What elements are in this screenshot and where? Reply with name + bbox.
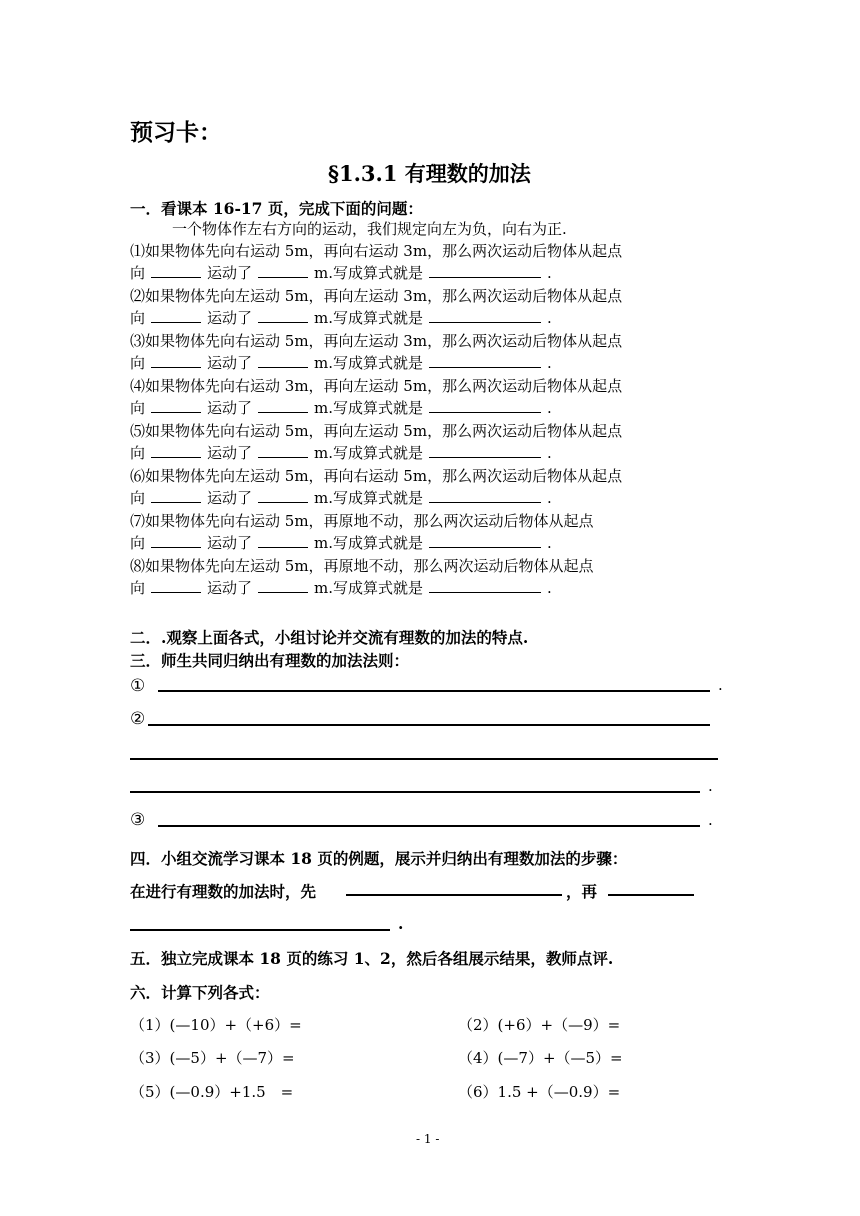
moved-label: 运动了	[207, 579, 253, 597]
line-end: .	[547, 444, 552, 462]
formula-blank[interactable]	[429, 533, 541, 548]
question-5-text: ⑸如果物体先向右运动 5m，再向左运动 5m，那么两次运动后物体从起点	[130, 422, 623, 440]
line-end: .	[547, 534, 552, 552]
direction-blank[interactable]	[151, 353, 201, 368]
formula-blank[interactable]	[429, 353, 541, 368]
question-3-text: ⑶如果物体先向右运动 5m，再向左运动 3m，那么两次运动后物体从起点	[130, 332, 623, 350]
section4-blank-2	[608, 894, 694, 896]
question-1-text: ⑴如果物体先向右运动 5m，再向右运动 3m，那么两次运动后物体从起点	[130, 242, 623, 260]
section2-label: 二．.观察上面各式，小组讨论并交流有理数的加法的特点.	[130, 628, 529, 647]
direction-blank[interactable]	[151, 308, 201, 323]
formula-blank[interactable]	[429, 308, 541, 323]
rule2-line	[148, 724, 710, 726]
section4-end: .	[398, 914, 404, 933]
rule2-line-end	[130, 791, 700, 793]
section3-label: 三．师生共同归纳出有理数的加法法则：	[130, 651, 410, 670]
direction-prefix: 向	[130, 489, 146, 507]
calc-1: （1）(—10）+（+6）=	[130, 1016, 302, 1034]
question-5-answer-line	[130, 442, 552, 463]
rule2-marker: ②	[130, 709, 146, 729]
distance-blank[interactable]	[258, 443, 308, 458]
question-3-answer-line	[130, 352, 552, 373]
calc-6: （6）1.5 +（—0.9）=	[458, 1083, 621, 1101]
page-heading: 预习卡：	[130, 119, 222, 146]
formula-label: m.写成算式就是	[314, 579, 424, 597]
rule3-end: .	[708, 811, 713, 829]
formula-blank[interactable]	[429, 578, 541, 593]
distance-blank[interactable]	[258, 353, 308, 368]
direction-prefix: 向	[130, 309, 146, 327]
formula-label: m.写成算式就是	[314, 309, 424, 327]
formula-blank[interactable]	[429, 263, 541, 278]
section1-intro: 一个物体作左右方向的运动，我们规定向左为负，向右为正.	[172, 220, 567, 238]
formula-label: m.写成算式就是	[314, 534, 424, 552]
question-6-answer-line	[130, 487, 552, 508]
direction-blank[interactable]	[151, 398, 201, 413]
line-end: .	[547, 264, 552, 282]
section4-text-1: 在进行有理数的加法时，先	[130, 882, 317, 901]
line-end: .	[547, 309, 552, 327]
direction-blank[interactable]	[151, 443, 201, 458]
section6-label: 六．计算下列各式：	[130, 983, 270, 1002]
calc-4: （4）(—7）+（—5）=	[458, 1049, 623, 1067]
distance-blank[interactable]	[258, 533, 308, 548]
formula-blank[interactable]	[429, 398, 541, 413]
direction-prefix: 向	[130, 264, 146, 282]
question-7-answer-line	[130, 532, 552, 553]
question-2-text: ⑵如果物体先向左运动 5m，再向左运动 3m，那么两次运动后物体从起点	[130, 287, 623, 305]
formula-blank[interactable]	[429, 488, 541, 503]
moved-label: 运动了	[207, 264, 253, 282]
rule2-line-cont	[130, 758, 718, 760]
formula-label: m.写成算式就是	[314, 489, 424, 507]
section1-label: 一．看课本 16-17 页，完成下面的问题：	[130, 199, 423, 218]
section4-blank-1	[346, 894, 562, 896]
calc-3: （3）(—5）+（—7）=	[130, 1049, 295, 1067]
rule2-end: .	[708, 777, 713, 795]
calc-2: （2）(+6）+（—9）=	[458, 1016, 621, 1034]
moved-label: 运动了	[207, 444, 253, 462]
formula-label: m.写成算式就是	[314, 444, 424, 462]
section4-text-2: ，再	[566, 882, 598, 901]
distance-blank[interactable]	[258, 578, 308, 593]
distance-blank[interactable]	[258, 398, 308, 413]
formula-label: m.写成算式就是	[314, 399, 424, 417]
question-8-text: ⑻如果物体先向左运动 5m，再原地不动，那么两次运动后物体从起点	[130, 557, 594, 575]
moved-label: 运动了	[207, 534, 253, 552]
formula-blank[interactable]	[429, 443, 541, 458]
question-2-answer-line	[130, 307, 552, 328]
rule3-line	[158, 825, 700, 827]
question-1-answer-line	[130, 262, 552, 283]
direction-blank[interactable]	[151, 533, 201, 548]
rule1-marker: ①	[130, 676, 146, 696]
line-end: .	[547, 354, 552, 372]
distance-blank[interactable]	[258, 488, 308, 503]
question-4-text: ⑷如果物体先向右运动 3m，再向左运动 5m，那么两次运动后物体从起点	[130, 377, 623, 395]
direction-blank[interactable]	[151, 578, 201, 593]
rule1-end: .	[718, 676, 723, 694]
direction-prefix: 向	[130, 579, 146, 597]
direction-blank[interactable]	[151, 263, 201, 278]
line-end: .	[547, 399, 552, 417]
moved-label: 运动了	[207, 354, 253, 372]
distance-blank[interactable]	[258, 263, 308, 278]
direction-prefix: 向	[130, 534, 146, 552]
section5-label: 五．独立完成课本 18 页的练习 1、2，然后各组展示结果，教师点评.	[130, 949, 614, 968]
direction-prefix: 向	[130, 444, 146, 462]
calc-5: （5）(—0.9）+1.5 =	[130, 1083, 294, 1101]
line-end: .	[547, 579, 552, 597]
line-end: .	[547, 489, 552, 507]
question-7-text: ⑺如果物体先向右运动 5m，再原地不动，那么两次运动后物体从起点	[130, 512, 594, 530]
page-number: - 1 -	[416, 1132, 440, 1146]
direction-prefix: 向	[130, 354, 146, 372]
page-title: §1.3.1 有理数的加法	[328, 161, 531, 186]
section4-label: 四．小组交流学习课本 18 页的例题，展示并归纳出有理数加法的步骤：	[130, 849, 628, 868]
moved-label: 运动了	[207, 399, 253, 417]
section4-blank-3	[130, 929, 390, 931]
question-8-answer-line	[130, 577, 552, 598]
formula-label: m.写成算式就是	[314, 354, 424, 372]
direction-blank[interactable]	[151, 488, 201, 503]
formula-label: m.写成算式就是	[314, 264, 424, 282]
rule1-line	[158, 690, 710, 692]
moved-label: 运动了	[207, 489, 253, 507]
rule3-marker: ③	[130, 810, 146, 830]
question-4-answer-line	[130, 397, 552, 418]
question-6-text: ⑹如果物体先向左运动 5m，再向右运动 5m，那么两次运动后物体从起点	[130, 467, 623, 485]
distance-blank[interactable]	[258, 308, 308, 323]
moved-label: 运动了	[207, 309, 253, 327]
direction-prefix: 向	[130, 399, 146, 417]
